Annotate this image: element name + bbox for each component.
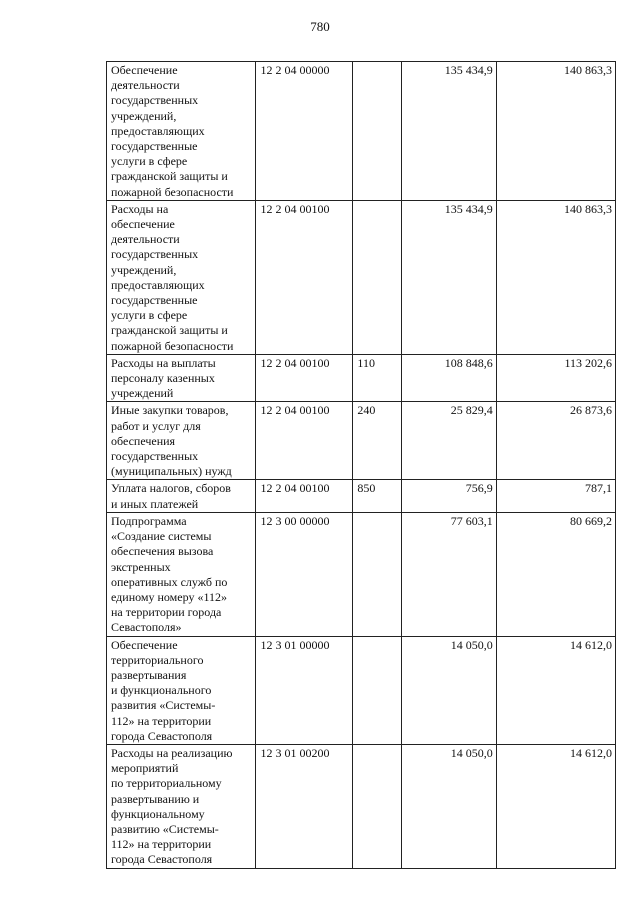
row-code: 12 3 01 00000 — [256, 636, 353, 744]
row-amount-year1: 756,9 — [401, 480, 496, 512]
row-amount-year2: 14 612,0 — [496, 744, 615, 868]
row-code: 12 2 04 00100 — [256, 354, 353, 402]
row-code: 12 3 00 00000 — [256, 512, 353, 636]
table-row — [107, 512, 616, 636]
row-name: Расходы на обеспечение деятельности государственных учреждений, предоставляющих государственные услуги в сфере гражданской защиты и пожарной безопасности — [111, 201, 234, 353]
budget-table — [106, 61, 616, 869]
row-amount-year2: 140 863,3 — [496, 200, 615, 354]
table-row — [107, 62, 616, 201]
row-name-cell — [107, 354, 256, 402]
row-code: 12 2 04 00100 — [256, 402, 353, 480]
table-row — [107, 480, 616, 512]
row-name: Уплата налогов, сборов и иных платежей — [111, 481, 231, 511]
row-amount-year2: 14 612,0 — [496, 636, 615, 744]
table-row — [107, 744, 616, 868]
table-row — [107, 402, 616, 480]
row-type — [353, 512, 401, 636]
table-row — [107, 636, 616, 744]
row-amount-year2: 80 669,2 — [496, 512, 615, 636]
row-name-cell — [107, 512, 256, 636]
row-code: 12 2 04 00100 — [256, 480, 353, 512]
row-type — [353, 62, 401, 201]
row-type — [353, 200, 401, 354]
row-name-cell — [107, 480, 256, 512]
row-type: 240 — [353, 402, 401, 480]
row-amount-year2: 140 863,3 — [496, 62, 615, 201]
row-amount-year1: 14 050,0 — [401, 636, 496, 744]
budget-table-body — [107, 62, 616, 869]
row-amount-year1: 135 434,9 — [401, 200, 496, 354]
row-type: 850 — [353, 480, 401, 512]
row-name: Подпрограмма «Создание системы обеспечения вызова экстренных оперативных служб по единому номеру «112» на территории города Севастополя» — [111, 513, 228, 635]
row-amount-year2: 787,1 — [496, 480, 615, 512]
row-amount-year1: 108 848,6 — [401, 354, 496, 402]
row-amount-year1: 135 434,9 — [401, 62, 496, 201]
row-name: Расходы на выплаты персоналу казенных учреждений — [111, 355, 216, 401]
row-name: Обеспечение деятельности государственных учреждений, предоставляющих государственные услуги в сфере гражданской защиты и пожарной безопасности — [111, 63, 234, 199]
row-code: 12 3 01 00200 — [256, 744, 353, 868]
page-number: 780 — [310, 19, 330, 34]
row-code: 12 2 04 00100 — [256, 200, 353, 354]
row-name-cell — [107, 636, 256, 744]
row-code: 12 2 04 00000 — [256, 62, 353, 201]
row-type — [353, 744, 401, 868]
row-amount-year2: 26 873,6 — [496, 402, 615, 480]
row-type — [353, 636, 401, 744]
table-row — [107, 200, 616, 354]
row-name: Расходы на реализацию мероприятий по территориальному развертыванию и функциональному развитию «Системы- 112» на территории города Севастополя — [111, 745, 233, 867]
table-row — [107, 354, 616, 402]
row-type: 110 — [353, 354, 401, 402]
row-name-cell — [107, 200, 256, 354]
row-amount-year1: 14 050,0 — [401, 744, 496, 868]
row-name: Обеспечение территориального развертывания и функционального развития «Системы- 112» на территории города Севастополя — [111, 637, 216, 743]
row-name-cell — [107, 744, 256, 868]
row-amount-year1: 25 829,4 — [401, 402, 496, 480]
row-amount-year2: 113 202,6 — [496, 354, 615, 402]
row-name-cell — [107, 402, 256, 480]
row-name: Иные закупки товаров, работ и услуг для обеспечения государственных (муниципальных) нужд — [111, 403, 232, 479]
row-name-cell — [107, 62, 256, 201]
row-amount-year1: 77 603,1 — [401, 512, 496, 636]
